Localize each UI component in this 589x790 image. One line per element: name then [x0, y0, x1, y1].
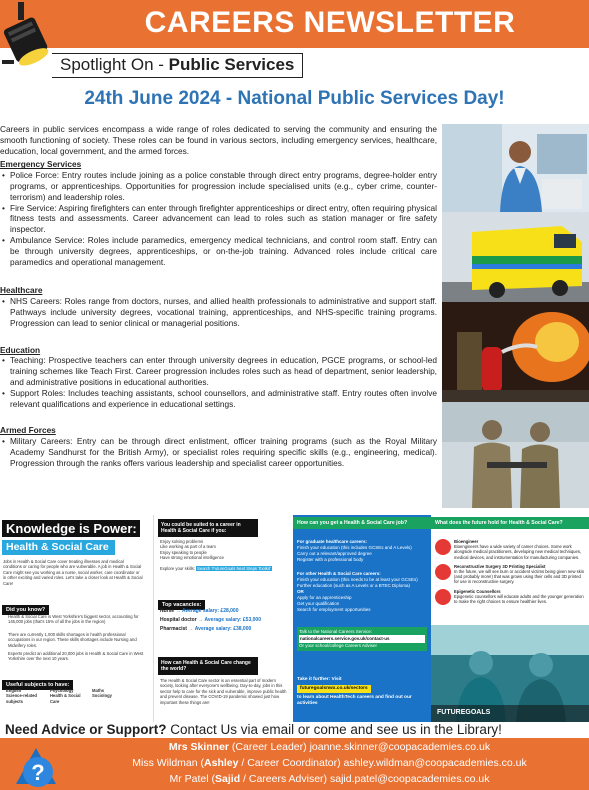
further-link[interactable]: futuregoalsnwx.co.uk/sectors [297, 685, 371, 693]
suited-item: Like working as part of a team [160, 544, 216, 550]
further-title: Take it further: Visit [297, 677, 342, 682]
section-heading: Emergency Services [0, 159, 82, 170]
spotlight-subtitle [52, 53, 303, 78]
fact-3: Experts predict an additional 20,000 jobs in Health & Social Care in West Yorkshire over the next 10 years. [8, 651, 144, 662]
section-healthcare [0, 285, 437, 328]
kp-intro: Jobs in Health & Social Care cover treating illnesses and medical conditions or caring for people who are vulnerable. A job in Health & Social Care might see you working as a nurse, social worker, care coordinator or in other exciting and varied roles. Let's take a closer look at Health & Social Care! [3, 559, 143, 586]
grad-title: For graduate healthcare careers: [297, 539, 368, 544]
kp-subtitle: Health & Social Care [2, 540, 115, 555]
vacancy-row: Nurse → Average salary: £28,000 [160, 608, 239, 614]
subtitle-prefix: Spotlight On - [60, 55, 169, 74]
bullet-military: • Military Careers: Entry can be through direct enlistment, officer training programs (such as the Royal Military Academy Sandhurst for the British Army), or specialist roles requiring specific skills (e.g., engineering, medical). Progression through the ranks offers various leadership and specialist career opportunities. [0, 436, 437, 468]
section-heading: Education [0, 344, 41, 355]
useful-subjects-label: Useful subjects to have: [2, 673, 73, 691]
grad-step: Register with a professional body [297, 557, 364, 562]
bullet-ambulance: • Ambulance Service: Roles include paramedics, emergency medical technicians, and control room staff. Entry can be through university degrees, apprenticeships, or on-the-job training. Advanced roles include critical care paramedics and operational management. [0, 235, 437, 267]
future-title: What does the future hold for Health & Social Care? [431, 517, 589, 529]
other-step: Apply for an apprenticeship [297, 595, 352, 600]
article-body [0, 124, 437, 469]
contact-bar [0, 738, 589, 790]
3d-printer-icon [435, 564, 451, 580]
other-block [297, 571, 427, 613]
panel-intro [0, 515, 153, 722]
fact-1: Health & Social Care is West Yorkshire's biggest sector, accounting for 145,000 jobs (that's 15% of all the jobs in the region) [8, 614, 139, 625]
future-item: Epigenetic Counsellors Epigenetic counsellors will educate adults and the younger generation to make the right choices to ensure healthier lives. [435, 589, 585, 605]
subject: English [6, 688, 22, 693]
grad-block [297, 539, 427, 563]
other-step: Further education (such as A Levels or a BTEC Diploma) [297, 583, 411, 588]
kp-title: Knowledge is Power: [2, 520, 140, 537]
bullet-support-roles: • Support Roles: Includes teaching assistants, school counsellors, and administrative staff. Entry routes often involve relevant qualifications and experience in educational settings. [0, 388, 437, 410]
grad-step: Finish your education (this includes GCSEs and A Levels) [297, 545, 412, 550]
future-item: Reconstructive Surgery 3D Printing Specialist In the future, we will see burn or accident victims being given new skin (and probably more!) that was grown using their cells and 3D printed for use in reconstructive surgery. [435, 564, 585, 585]
contact-wildman: Miss Wildman (Ashley / Career Coordinator) ashley.wildman@coopacademies.co.uk [132, 757, 527, 769]
subject: Science-related subjects [6, 693, 37, 704]
bullet-police: • Police Force: Entry routes include joining as a police constable through direct entry programs, degree-holder entry programs, or apprenticeships. Opportunities for progression include specialised units (e.g., cyber crime, counter-terrorism) and leadership roles. [0, 170, 437, 202]
vacancy-row: Hospital doctor → Average salary: £53,000 [160, 617, 261, 623]
photo-ambulance [442, 212, 589, 302]
fact-2: There are currently 1,000 skills shortages in health professional occupations in our region. These skills shortages include Nursing and Midwifery roles. [8, 632, 137, 648]
subject: Psychology [50, 688, 74, 693]
intro-paragraph: Careers in public services encompass a wide range of roles dedicated to serving the community and ensuring the smooth functioning of society. These roles can be found in various sectors, including emergency services, healthcare, education, local government, and the armed forces. [0, 124, 437, 156]
talk-title: Talk to the National Careers Service: [299, 629, 373, 634]
vacancy-row: Pharmacist → Average salary: £38,000 [160, 626, 252, 632]
vacancies-list [160, 607, 292, 634]
bioengineer-icon [435, 539, 451, 555]
photo-healthcare-worker [442, 124, 589, 212]
photo-soldiers [442, 402, 589, 508]
knowledge-is-power-infographic [0, 515, 589, 722]
grad-step: Carry out a relevant/approved degree [297, 551, 372, 556]
svg-text:?: ? [31, 760, 45, 785]
contact-skinner: Mrs Skinner (Career Leader) joanne.skinner@coopacademies.co.uk [168, 741, 491, 753]
future-list [435, 539, 585, 605]
further-text: to learn about HealthTech careers and find out our activities [297, 695, 412, 706]
how-title: How can you get a Health & Social Care job? [293, 517, 431, 529]
suited-list [160, 539, 280, 561]
newsletter-header [0, 0, 589, 109]
subtitle-topic: Public Services [168, 55, 295, 74]
dna-icon [435, 589, 451, 605]
photo-surgeons [431, 625, 589, 722]
change-world-text: The Health & Social Care sector is an essential part of modern society, looking after everyone's wellbeing. Day-to-day, jobs in this sector help to care for the sick and vulnerable, improve public health and prevent disease. The COVID-19 pandemic showed just how important these things are! [160, 678, 287, 705]
other-step: Get your qualification [297, 601, 340, 606]
panel-suited [153, 515, 293, 722]
talk-link[interactable]: nationalcareers.service.gov.uk/contact-us [299, 635, 425, 643]
question-mark-icon [12, 728, 60, 788]
section-education [0, 345, 437, 410]
newsletter-title: CAREERS NEWSLETTER [144, 6, 516, 39]
talk-or: Or your school/college Careers Adviser [299, 643, 378, 648]
panel-future [431, 515, 589, 722]
advice-rest: Contact Us via email or come and see us in the Library! [166, 722, 502, 737]
email-link[interactable]: joanne.skinner@coopacademies.co.uk [309, 741, 491, 753]
other-step: Finish your education (this needs to be at least your GCSEs) [297, 577, 418, 582]
did-you-know-label: Did you know? [2, 598, 49, 616]
subject: Sociology [92, 693, 113, 699]
future-item: Bioengineer Bioengineers have a wide variety of career choices. Some work alongside medical practitioners, developing new medical techniques, medical devices, and instrumentation for manufacturing companies. [435, 539, 585, 560]
change-world-title: How can Health & Social Care change the world? [158, 657, 258, 675]
brand-label: FUTUREGOALS [437, 709, 491, 716]
other-or: OR [297, 589, 304, 594]
panel-how-to [293, 515, 431, 722]
section-emergency-services [0, 159, 437, 267]
talk-block [297, 627, 427, 651]
bullet-fire: • Fire Service: Aspiring firefighters can enter through firefighter apprenticeships or direct entry, often requiring physical fitness tests and assessments. Career advancement can lead to roles such as station manager or fire safety inspector. [0, 203, 437, 235]
advice-bold: Need Advice or Support? [5, 722, 167, 737]
subject-list-col2 [50, 688, 90, 704]
email-link[interactable]: sajid.patel@coopacademies.co.uk [329, 773, 490, 785]
advice-line [5, 722, 589, 737]
bullet-nhs: • NHS Careers: Roles range from doctors, nurses, and allied health professionals to administrative and support staff. Pathways include university degrees, vocational training, apprenticeships, and NHS-specific training programs. Progression can lead to senior clinical or managerial positions. [0, 296, 437, 328]
date-heading: 24th June 2024 - National Public Services Day! [84, 88, 505, 109]
explore-link[interactable]: Search 'FutureGoals Next Steps Toolkit' [197, 566, 271, 571]
subject: Maths [92, 688, 105, 693]
suited-item: Enjoy solving problems [160, 539, 204, 544]
section-heading: Healthcare [0, 285, 43, 296]
email-link[interactable]: ashley.wildman@coopacademies.co.uk [343, 757, 527, 769]
suited-item: Have strong emotional intelligence [160, 555, 225, 561]
contact-patel: Mr Patel (Sajid / Careers Adviser) sajid.patel@coopacademies.co.uk [169, 773, 490, 785]
further-block [297, 677, 427, 707]
other-title: For other Health & Social Care careers: [297, 571, 381, 576]
other-step: Search for employment opportunities [297, 607, 371, 612]
photo-firefighter [442, 302, 589, 402]
suited-item: Enjoy speaking to people [160, 549, 207, 555]
subject: Health & Social Care [50, 693, 81, 704]
bullet-teaching: • Teaching: Prospective teachers can enter through university degrees in education, PGCE programs, or school-led training schemes like Teach First. Career progression includes roles such as head of department, senior leadership, and administrative positions in educational authorities. [0, 355, 437, 387]
vacancies-label: Top vacancies: [158, 593, 205, 611]
subject-list-col1 [6, 688, 46, 704]
suited-title: You could be suited to a career in Health & Social Care if you: [158, 519, 258, 537]
subject-list-col3 [92, 688, 132, 699]
section-heading: Armed Forces [0, 425, 56, 436]
section-armed-forces [0, 425, 437, 468]
explore-skills: Explore your skills: Search 'FutureGoals Next Steps Toolkit' [160, 566, 271, 571]
